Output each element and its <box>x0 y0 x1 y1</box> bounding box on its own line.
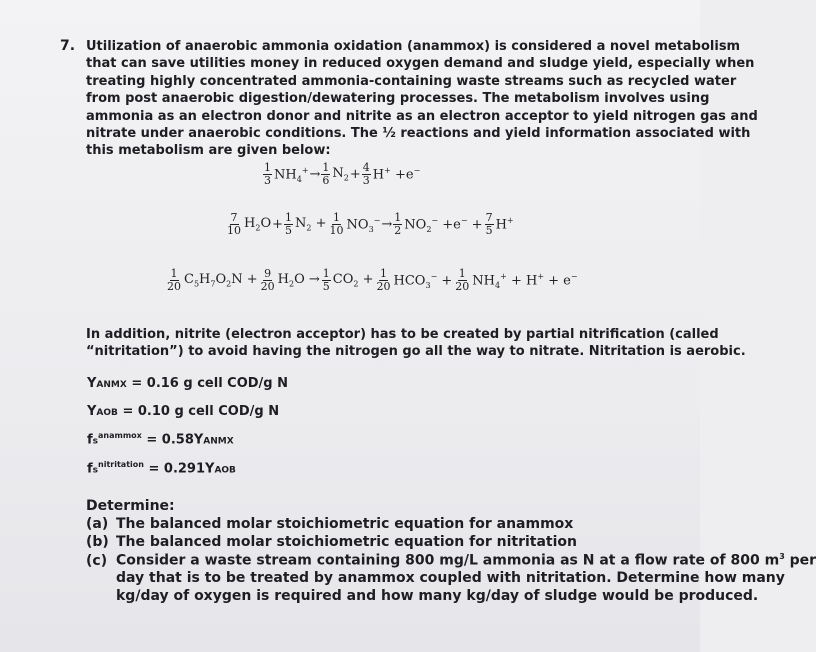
determine-heading: Determine: <box>86 498 175 514</box>
fraction: $\frac{1}{3}$ <box>264 161 271 187</box>
paragraph-line: In addition, nitrite (electron acceptor) has to be created by partial nitrification (called <box>86 327 719 342</box>
part-b: (b) The balanced molar stoichiometric equation for nitritation <box>86 534 578 550</box>
yield-aob: YAOB = 0.10 g cell COD/g N <box>87 404 280 419</box>
fraction: $\frac{1}{5}$ <box>285 211 293 237</box>
fraction: $\frac{1}{6}$ <box>322 161 330 187</box>
intro-line: from post anaerobic digestion/dewatering processes. The metabolism involves using <box>86 91 710 107</box>
intro-line: treating highly concentrated ammonia-containing waste streams such as recycled water <box>86 73 737 89</box>
fraction: $\frac{7}{10}$ <box>227 211 241 237</box>
fraction: $\frac{4}{3}$ <box>362 161 370 187</box>
fraction: $\frac{1}{20}$ <box>455 267 470 293</box>
fraction: $\frac{9}{20}$ <box>260 267 275 293</box>
half-reaction-ammonium: $\frac{1}{3}$ $NH_4^+$ → $\frac{1}{6}$ $N_2$ + $\frac{4}{3}$ H+ +e− <box>264 161 421 187</box>
part-c: (c) Consider a waste stream containing 800 mg/L ammonia as N at a flow rate of 800 $m^3$ per <box>86 552 816 569</box>
intro-line: this metabolism are given below: <box>86 143 331 159</box>
part-c-line: kg/day of oxygen is required and how many kg/day of sludge would be produced. <box>116 588 759 604</box>
fs-nitritation: $fs^{nitritation}$ = 0.291YAOB <box>87 460 236 477</box>
fraction: $\frac{7}{5}$ <box>485 211 493 237</box>
intro-line: that can save utilities money in reduced oxygen demand and sludge yield, especially when <box>86 56 755 72</box>
paragraph-line: “nitritation”) to avoid having the nitrogen go all the way to nitrate. Nitritation is aerobic. <box>86 344 746 360</box>
question-number: 7. <box>60 38 76 54</box>
part-a: (a) The balanced molar stoichiometric equation for anammox <box>86 516 574 532</box>
intro-paragraph <box>86 38 758 160</box>
fraction: $\frac{1}{20}$ <box>376 267 391 293</box>
yield-anammox: YANMX = 0.16 g cell COD/g N <box>87 376 289 391</box>
fraction: $\frac{1}{5}$ <box>322 267 330 293</box>
nitritation-paragraph <box>86 326 746 361</box>
half-reaction-nitrite: $\frac{7}{10}$ $H_2O$ + $\frac{1}{5}$ $N_2$ + $\frac{1}{10}$ $NO_3^-$ → $\frac{1}{2}$ $NO_2^- +e^-$ + $\frac{7}{5}$ H+ <box>227 211 514 237</box>
part-c-line: day that is to be treated by anammox coupled with nitritation. Determine how many <box>116 570 785 586</box>
fraction: $\frac{1}{20}$ <box>167 267 181 293</box>
fs-anammox: $fs^{anammox}$ = 0.58YANMX <box>87 431 234 448</box>
fraction: $\frac{1}{10}$ <box>329 211 344 237</box>
intro-line: ammonia as an electron donor and nitrite as an electron acceptor to yield nitrogen gas and <box>86 108 758 124</box>
intro-line: Utilization of anaerobic ammonia oxidation (anammox) is considered a novel metabolism <box>86 39 741 54</box>
intro-line: nitrate under anaerobic conditions. The ½ reactions and yield information associated with <box>86 126 751 142</box>
half-reaction-cell-synthesis: $\frac{1}{20}$ $C_5H_7O_2N$ + $\frac{9}{20}$ $H_2O$ → $\frac{1}{5}$ $CO_2$ + $\frac{1}{20}$ $HCO_3^-$ + $\frac{1}{20}$ $NH_4^+ + H^+ + e^-$ <box>167 267 578 293</box>
fraction: $\frac{1}{2}$ <box>394 211 402 237</box>
